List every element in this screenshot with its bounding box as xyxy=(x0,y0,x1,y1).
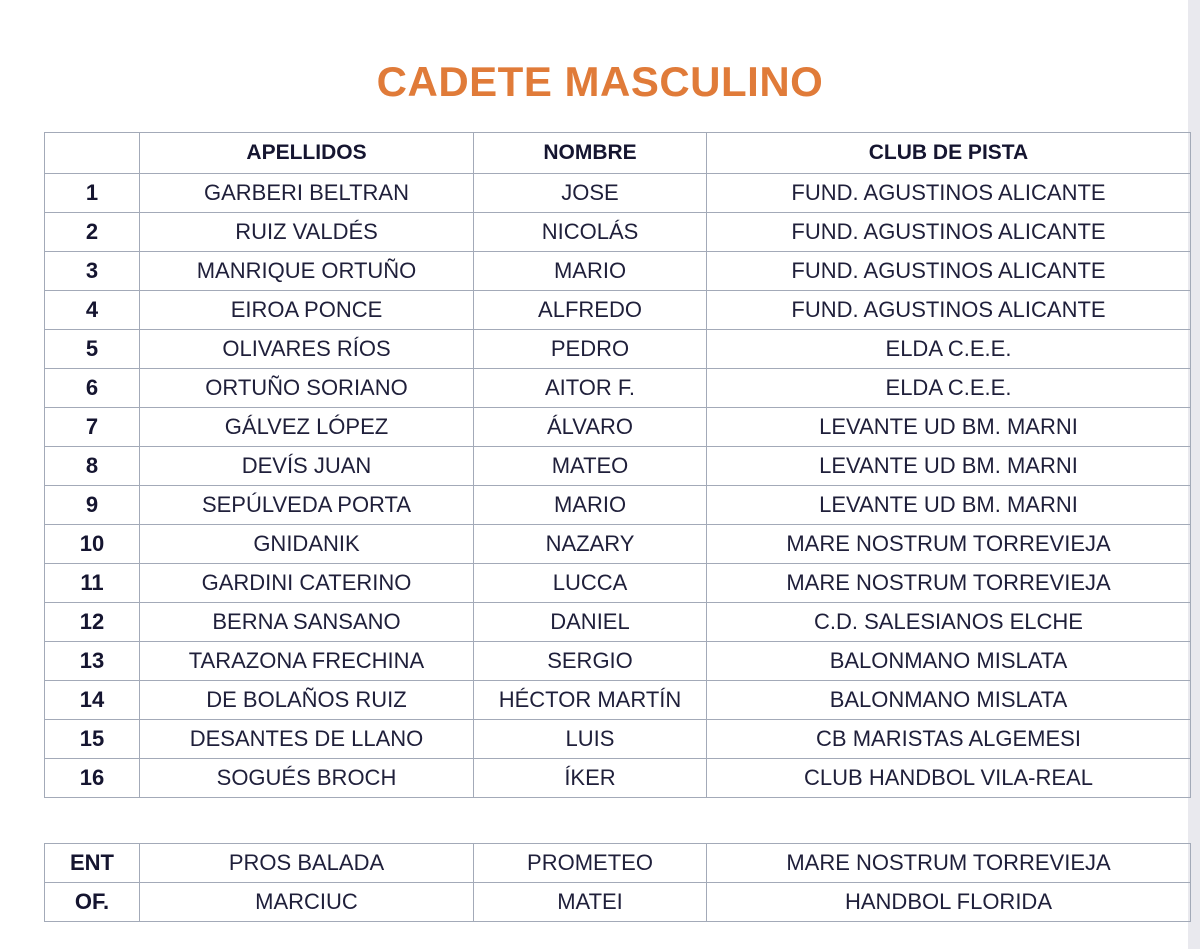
cell-num: 8 xyxy=(45,447,140,486)
cell-apellidos: SOGUÉS BROCH xyxy=(140,759,474,798)
cell-nombre: DANIEL xyxy=(474,603,707,642)
table-row xyxy=(45,759,1191,798)
cell-num: 7 xyxy=(45,408,140,447)
cell-club: MARE NOSTRUM TORREVIEJA xyxy=(707,564,1191,603)
cell-nombre: NICOLÁS xyxy=(474,213,707,252)
cell-num: 9 xyxy=(45,486,140,525)
cell-apellidos: OLIVARES RÍOS xyxy=(140,330,474,369)
cell-apellidos: GARBERI BELTRAN xyxy=(140,174,474,213)
table-row xyxy=(45,408,1191,447)
cell-num: 10 xyxy=(45,525,140,564)
cell-nombre: SERGIO xyxy=(474,642,707,681)
cell-num: 16 xyxy=(45,759,140,798)
cell-apellidos: BERNA SANSANO xyxy=(140,603,474,642)
cell-apellidos: GÁLVEZ LÓPEZ xyxy=(140,408,474,447)
cell-apellidos: GARDINI CATERINO xyxy=(140,564,474,603)
cell-apellidos: DEVÍS JUAN xyxy=(140,447,474,486)
cell-club: ELDA C.E.E. xyxy=(707,330,1191,369)
cell-club: CLUB HANDBOL VILA-REAL xyxy=(707,759,1191,798)
cell-num: 2 xyxy=(45,213,140,252)
cell-apellidos: MARCIUC xyxy=(140,883,474,922)
cell-apellidos: RUIZ VALDÉS xyxy=(140,213,474,252)
cell-club: MARE NOSTRUM TORREVIEJA xyxy=(707,525,1191,564)
cell-num: 11 xyxy=(45,564,140,603)
cell-apellidos: MANRIQUE ORTUÑO xyxy=(140,252,474,291)
cell-nombre: PEDRO xyxy=(474,330,707,369)
table-row xyxy=(45,883,1191,922)
cell-num: 4 xyxy=(45,291,140,330)
cell-nombre: MATEI xyxy=(474,883,707,922)
cell-num: 1 xyxy=(45,174,140,213)
header-club: CLUB DE PISTA xyxy=(707,133,1191,174)
table-row xyxy=(45,564,1191,603)
table-row xyxy=(45,174,1191,213)
header-apellidos: APELLIDOS xyxy=(140,133,474,174)
cell-apellidos: EIROA PONCE xyxy=(140,291,474,330)
cell-apellidos: DESANTES DE LLANO xyxy=(140,720,474,759)
table-row xyxy=(45,447,1191,486)
cell-nombre: AITOR F. xyxy=(474,369,707,408)
table-row xyxy=(45,213,1191,252)
cell-club: FUND. AGUSTINOS ALICANTE xyxy=(707,213,1191,252)
table-row xyxy=(45,252,1191,291)
table-row xyxy=(45,330,1191,369)
cell-num: 3 xyxy=(45,252,140,291)
cell-nombre: NAZARY xyxy=(474,525,707,564)
cell-nombre: ALFREDO xyxy=(474,291,707,330)
header-row xyxy=(45,133,1191,174)
cell-club: CB MARISTAS ALGEMESI xyxy=(707,720,1191,759)
table-row xyxy=(45,603,1191,642)
cell-club: LEVANTE UD BM. MARNI xyxy=(707,486,1191,525)
cell-num: 14 xyxy=(45,681,140,720)
cell-nombre: LUIS xyxy=(474,720,707,759)
table-row xyxy=(45,486,1191,525)
cell-club: ELDA C.E.E. xyxy=(707,369,1191,408)
cell-club: BALONMANO MISLATA xyxy=(707,642,1191,681)
cell-num: 12 xyxy=(45,603,140,642)
cell-nombre: MARIO xyxy=(474,252,707,291)
cell-club: FUND. AGUSTINOS ALICANTE xyxy=(707,252,1191,291)
table-row xyxy=(45,369,1191,408)
cell-role: ENT xyxy=(45,844,140,883)
table-row xyxy=(45,642,1191,681)
cell-nombre: MARIO xyxy=(474,486,707,525)
roster-table xyxy=(44,132,1191,798)
page-title: CADETE MASCULINO xyxy=(376,58,824,105)
cell-club: HANDBOL FLORIDA xyxy=(707,883,1191,922)
cell-nombre: ÁLVARO xyxy=(474,408,707,447)
cell-num: 15 xyxy=(45,720,140,759)
cell-club: C.D. SALESIANOS ELCHE xyxy=(707,603,1191,642)
cell-nombre: ÍKER xyxy=(474,759,707,798)
cell-club: MARE NOSTRUM TORREVIEJA xyxy=(707,844,1191,883)
cell-apellidos: PROS BALADA xyxy=(140,844,474,883)
cell-num: 13 xyxy=(45,642,140,681)
header-nombre: NOMBRE xyxy=(474,133,707,174)
cell-apellidos: GNIDANIK xyxy=(140,525,474,564)
cell-club: LEVANTE UD BM. MARNI xyxy=(707,408,1191,447)
cell-club: FUND. AGUSTINOS ALICANTE xyxy=(707,174,1191,213)
cell-num: 6 xyxy=(45,369,140,408)
table-row xyxy=(45,681,1191,720)
cell-club: BALONMANO MISLATA xyxy=(707,681,1191,720)
table-row xyxy=(45,291,1191,330)
cell-nombre: MATEO xyxy=(474,447,707,486)
cell-num: 5 xyxy=(45,330,140,369)
cell-club: FUND. AGUSTINOS ALICANTE xyxy=(707,291,1191,330)
cell-nombre: LUCCA xyxy=(474,564,707,603)
cell-apellidos: DE BOLAÑOS RUIZ xyxy=(140,681,474,720)
cell-nombre: JOSE xyxy=(474,174,707,213)
table-row xyxy=(45,720,1191,759)
cell-apellidos: ORTUÑO SORIANO xyxy=(140,369,474,408)
staff-table xyxy=(44,843,1191,922)
table-row xyxy=(45,844,1191,883)
cell-role: OF. xyxy=(45,883,140,922)
header-index xyxy=(45,133,140,174)
cell-apellidos: SEPÚLVEDA PORTA xyxy=(140,486,474,525)
cell-nombre: PROMETEO xyxy=(474,844,707,883)
cell-club: LEVANTE UD BM. MARNI xyxy=(707,447,1191,486)
table-row xyxy=(45,525,1191,564)
cell-nombre: HÉCTOR MARTÍN xyxy=(474,681,707,720)
cell-apellidos: TARAZONA FRECHINA xyxy=(140,642,474,681)
